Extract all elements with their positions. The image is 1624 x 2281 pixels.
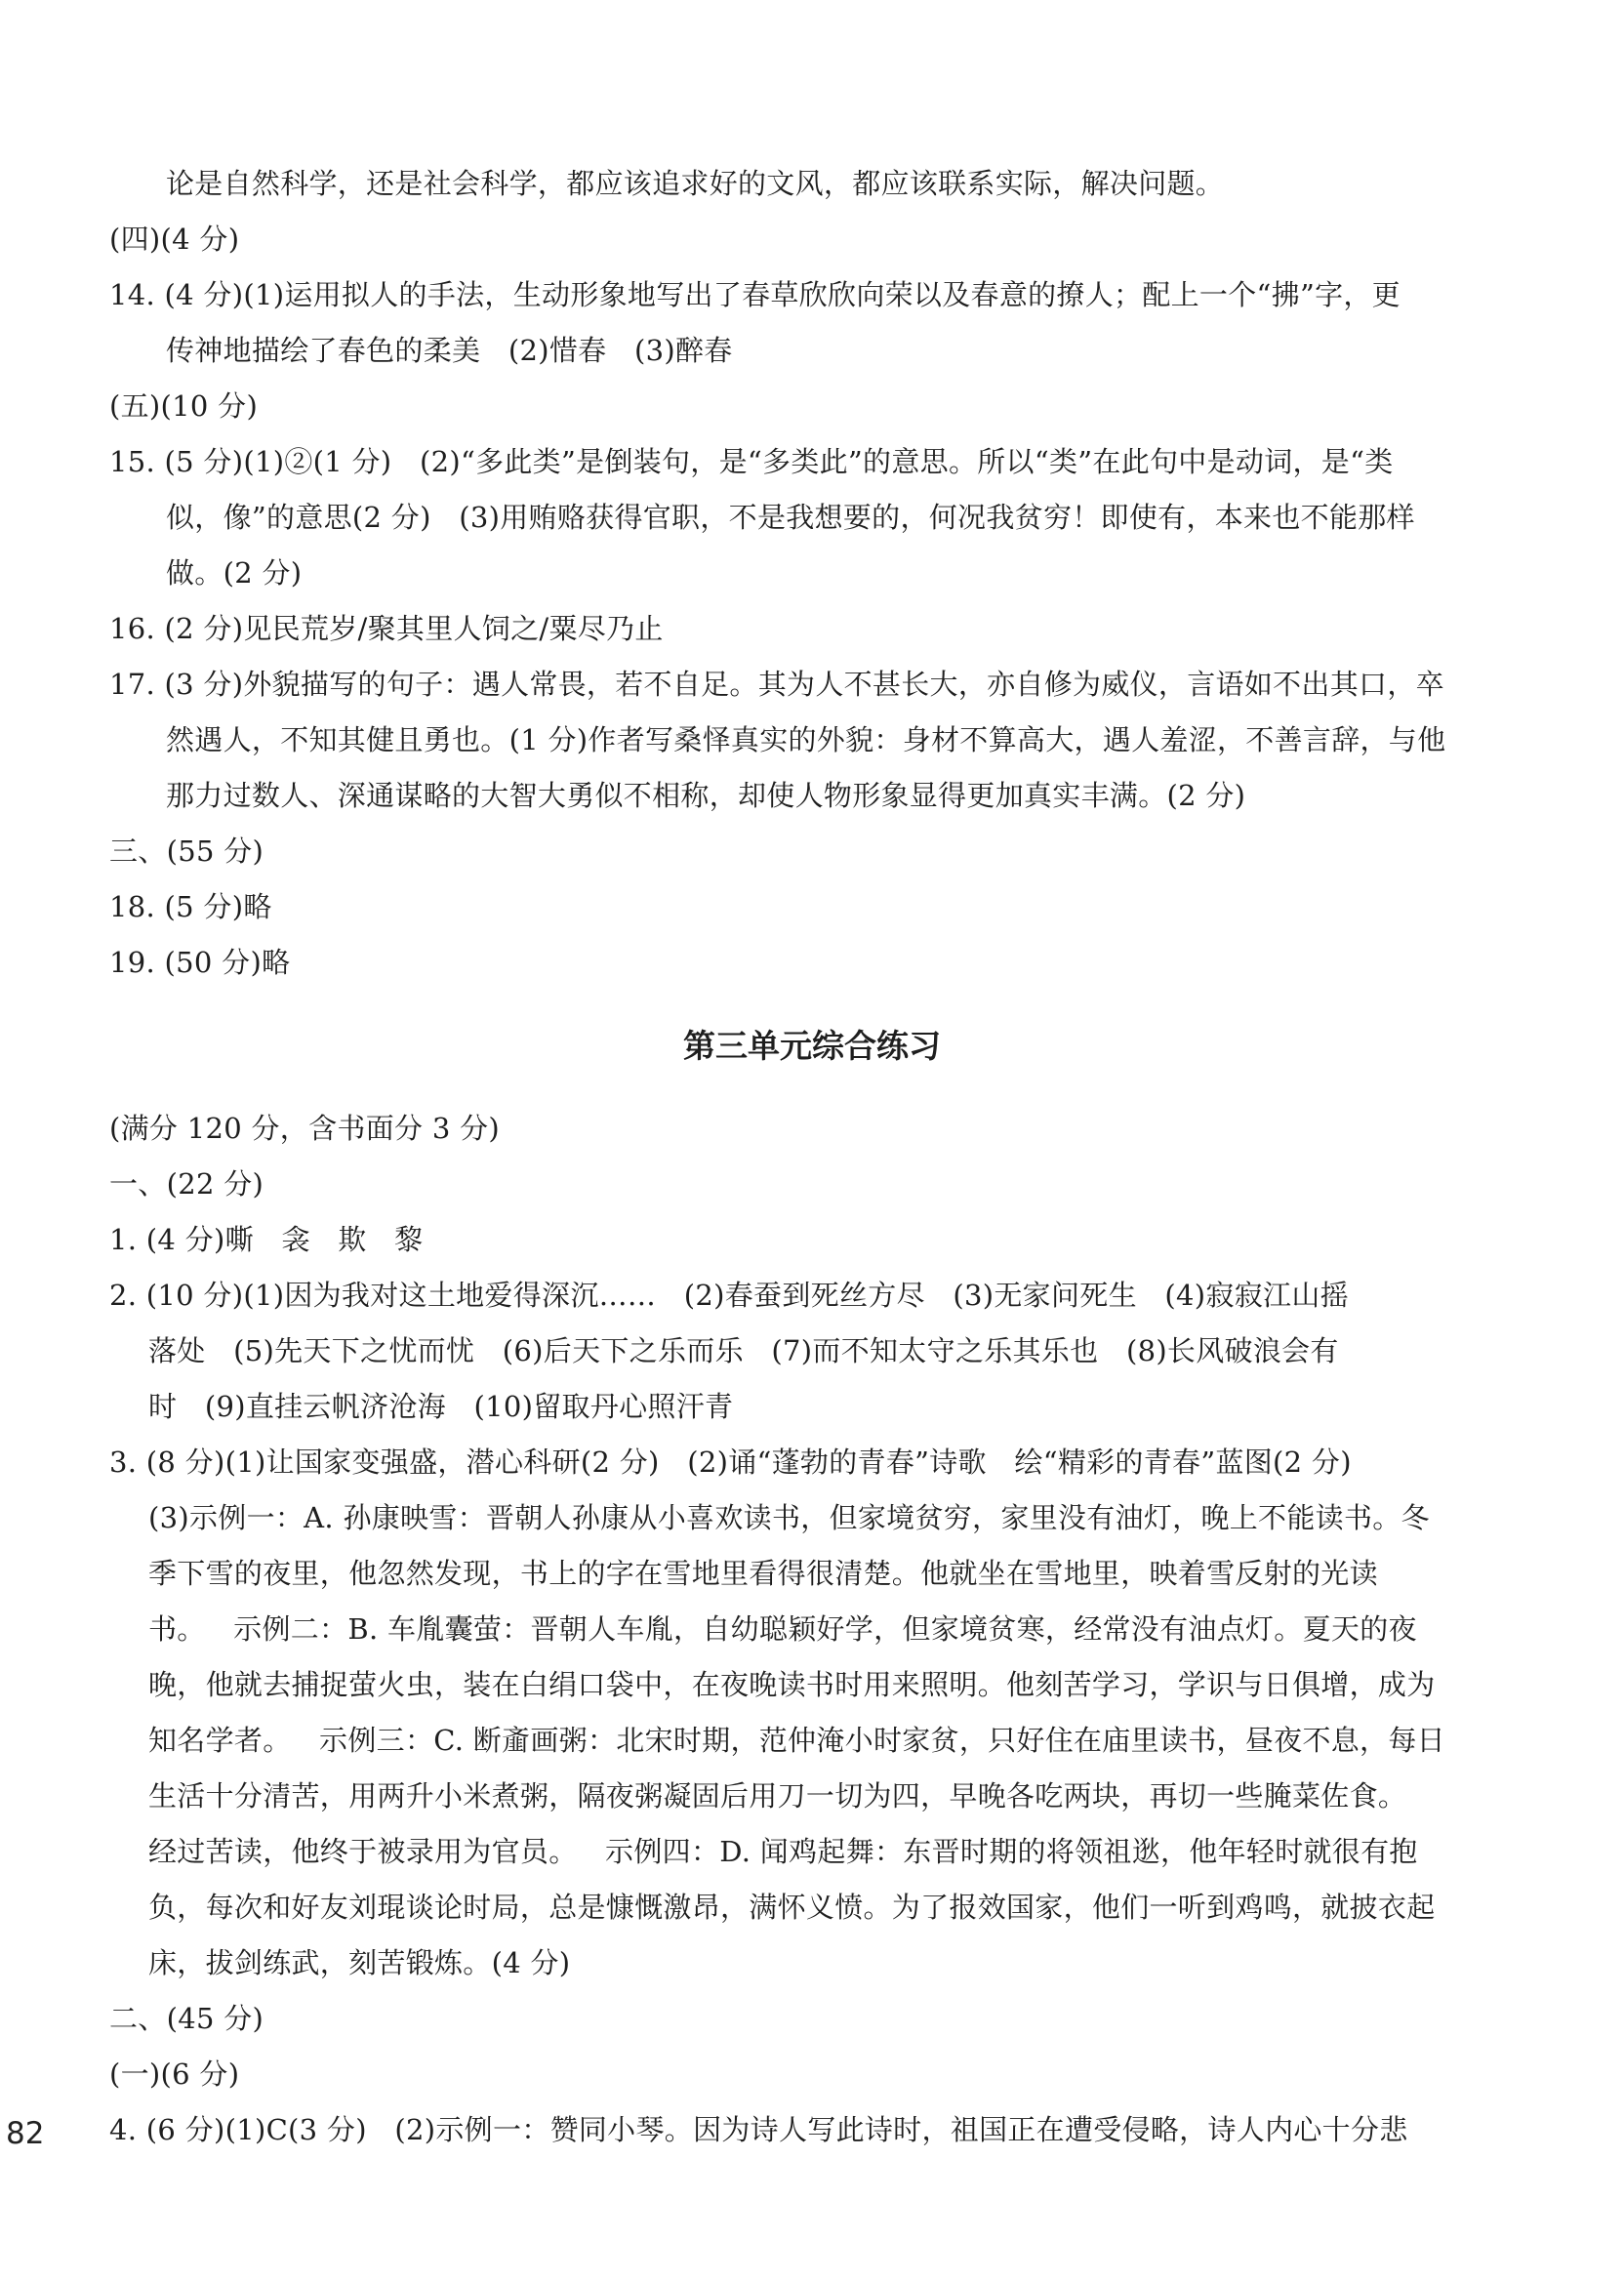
answer-1: 1. (4 分)嘶 衾 欺 黎	[109, 1223, 424, 1256]
text-line: 书。 示例二：B. 车胤囊萤：晋朝人车胤，自幼聪颖好学，但家境贫寒，经常没有油点灯。夏天的夜	[148, 1612, 1417, 1646]
text-line: 然遇人，不知其健且勇也。(1 分)作者写桑怿真实的外貌：身材不算高大，遇人羞涩，不善言辞，与他	[166, 723, 1446, 756]
answer-3: 3. (8 分)(1)让国家变强盛，潜心科研(2 分) (2)诵“蓬勃的青春”诗歌 绘“精彩的青春”蓝图(2 分)	[109, 1446, 1352, 1479]
text-line: (3)示例一：A. 孙康映雪：晋朝人孙康从小喜欢读书，但家境贫穷，家里没有油灯，晚上不能读书。冬	[148, 1501, 1430, 1534]
text-line: 季下雪的夜里，他忽然发现，书上的字在雪地里看得很清楚。他就坐在雪地里，映着雪反射的光读	[148, 1557, 1378, 1590]
section-heading: (一)(6 分)	[109, 2057, 240, 2091]
section-heading: 一、(22 分)	[109, 1167, 264, 1201]
answer-15: 15. (5 分)(1)②(1 分) (2)“多此类”是倒装句，是“多类此”的意思。所以“类”在此句中是动词，是“类	[109, 445, 1394, 478]
answer-14: 14. (4 分)(1)运用拟人的手法，生动形象地写出了春草欣欣向荣以及春意的撩人；配上一个“拂”字，更	[109, 278, 1401, 311]
answer-2: 2. (10 分)(1)因为我对这土地爱得深沉…… (2)春蚕到死丝方尽 (3)无家问死生 (4)寂寂江山摇	[109, 1279, 1349, 1312]
text-line: 知名学者。 示例三：C. 断齑画粥：北宋时期，范仲淹小时家贫，只好住在庙里读书，昼夜不息，每日	[148, 1724, 1445, 1757]
text-line: 生活十分清苦，用两升小米煮粥，隔夜粥凝固后用刀一切为四，早晚各吃两块，再切一些腌菜佐食。	[148, 1779, 1407, 1813]
text-line: 负，每次和好友刘琨谈论时局，总是慷慨激昂，满怀义愤。为了报效国家，他们一听到鸡鸣，就披衣起	[148, 1891, 1436, 1924]
section-heading: 三、(55 分)	[109, 835, 264, 868]
text-line: 经过苦读，他终于被录用为官员。 示例四：D. 闻鸡起舞：东晋时期的将领祖逖，他年轻时就很有抱	[148, 1835, 1418, 1868]
text-line: 似，像”的意思(2 分) (3)用贿赂获得官职，不是我想要的，何况我贫穷！即使有，本来也不能那样	[166, 501, 1415, 534]
section-heading: (五)(10 分)	[109, 389, 259, 423]
answer-19: 19. (50 分)略	[109, 946, 291, 979]
text-line: 晚，他就去捕捉萤火虫，装在白绢口袋中，在夜晚读书时用来照明。他刻苦学习，学识与日俱增，成为	[148, 1668, 1436, 1701]
score-note: (满分 120 分，含书面分 3 分)	[109, 1112, 501, 1145]
text-line: 传神地描绘了春色的柔美 (2)惜春 (3)醉春	[166, 334, 733, 367]
section-heading: (四)(4 分)	[109, 223, 240, 256]
answer-16: 16. (2 分)见民荒岁/聚其里人饲之/粟尽乃止	[109, 612, 664, 645]
text-line: 落处 (5)先天下之忧而忧 (6)后天下之乐而乐 (7)而不知太守之乐其乐也 (8)长风破浪会有	[148, 1334, 1339, 1367]
section-title: 第三单元综合练习	[683, 1027, 941, 1065]
text-line: 做。(2 分)	[166, 556, 303, 590]
text-line: 床，拔剑练武，刻苦锻炼。(4 分)	[148, 1946, 571, 1979]
page-number: 82	[6, 2116, 45, 2151]
answer-17: 17. (3 分)外貌描写的句子：遇人常畏，若不自足。其为人不甚长大，亦自修为威仪，言语如不出其口，卒	[109, 668, 1444, 701]
section-heading: 二、(45 分)	[109, 2002, 264, 2035]
text-line: 时 (9)直挂云帆济沧海 (10)留取丹心照汗青	[148, 1390, 734, 1423]
answer-4: 4. (6 分)(1)C(3 分) (2)示例一：赞同小琴。因为诗人写此诗时，祖国正在遭受侵略，诗人内心十分悲	[109, 2113, 1408, 2146]
text-line: 那力过数人、深通谋略的大智大勇似不相称，却使人物形象显得更加真实丰满。(2 分)	[166, 779, 1246, 812]
text-line: 论是自然科学，还是社会科学，都应该追求好的文风，都应该联系实际，解决问题。	[166, 167, 1225, 200]
answer-18: 18. (5 分)略	[109, 890, 272, 923]
